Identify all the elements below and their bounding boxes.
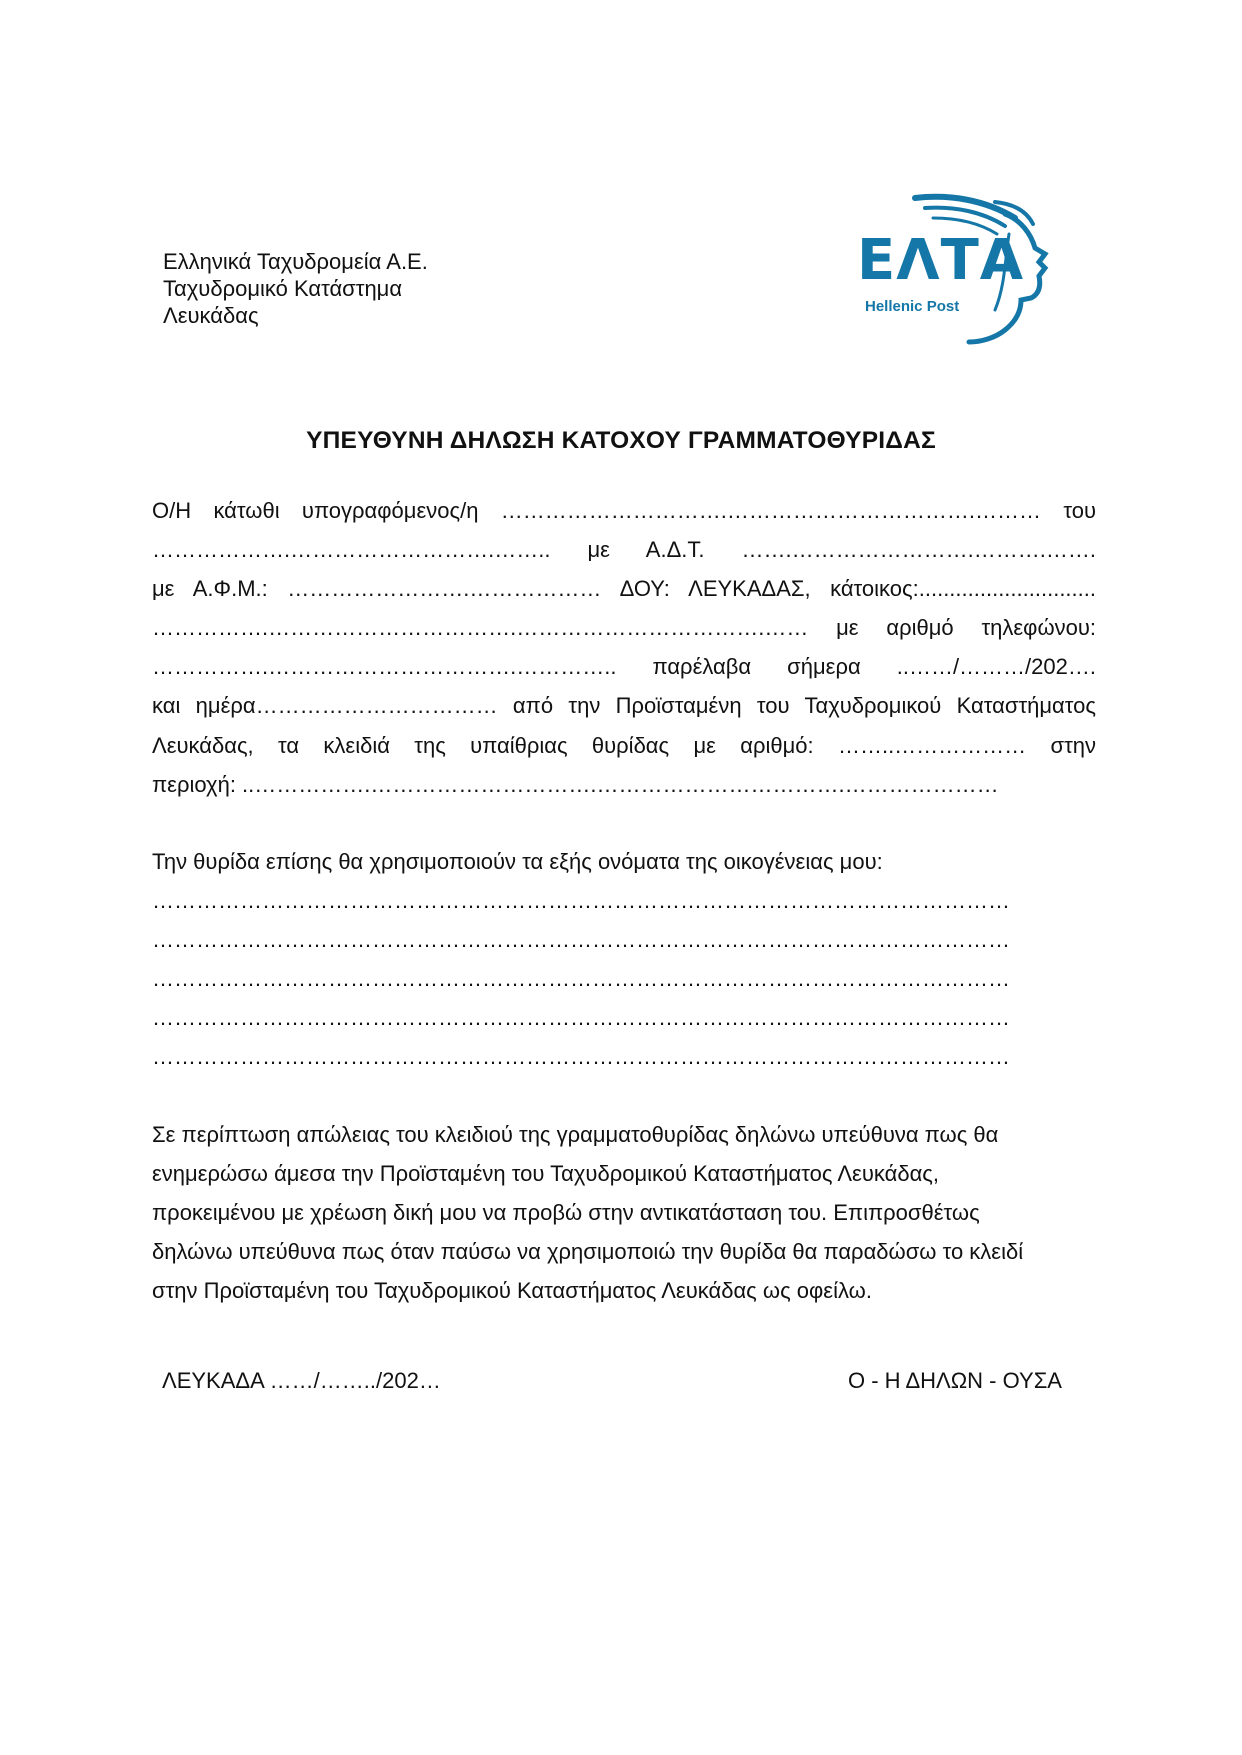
family-intro: Την θυρίδα επίσης θα χρησιμοποιούν τα εξής ονόματα της οικογένειας μου: [152, 849, 883, 874]
declaration-line: …………….…………………………….………….. παρέλαβα σήμερα ..……/………/202…. [152, 654, 1096, 679]
declaration-line: Λευκάδας, τα κλειδιά της υπαίθριας θυρίδας με αριθμό: ……..……………… στην [152, 733, 1096, 758]
logo-wordmark: ΕΛΤΑ [857, 228, 1025, 293]
logo-subtitle: Hellenic Post [865, 298, 960, 315]
clause-line: στην Προϊσταμένη του Ταχυδρομικού Καταστήματος Λευκάδας ως οφείλω. [152, 1278, 872, 1303]
family-blank-line: ……………………………………………………………………………………………………… [152, 1005, 1010, 1030]
declaration-line: περιοχή: ..…………….………………………….…………………………….………………… [152, 772, 999, 797]
sender-line-branch: Ταχυδρομικό Κατάστημα [163, 276, 403, 301]
clause-line: ενημερώσω άμεσα την Προϊσταμένη του Ταχυδρομικού Καταστήματος Λευκάδας, [152, 1161, 940, 1186]
sender-line-city: Λευκάδας [163, 303, 259, 328]
clause-line: Σε περίπτωση απώλειας του κλειδιού της γραμματοθυρίδας δηλώνω υπεύθυνα πως θα [152, 1122, 999, 1147]
declaration-line: και ημέρα…………………………… από την Προϊσταμένη του Ταχυδρομικού Καταστήματος [152, 693, 1096, 718]
sender-address [163, 248, 428, 329]
declaration-line: …………….…………………………….…………………………….…… με αριθμό τηλεφώνου: [152, 615, 1096, 640]
sender-line-company: Ελληνικά Ταχυδρομεία Α.Ε. [163, 249, 428, 274]
declaration-line: ……………….……………………….…….. με Α.Δ.Τ. …….…………………….……….……. [152, 537, 1096, 562]
family-blank-line: ……………………………………………………………………………………………………… [152, 927, 1010, 952]
place-date: ΛΕΥΚΑΔΑ ……/……../202… [162, 1368, 441, 1393]
document-title: ΥΠΕΥΘΥΝΗ ΔΗΛΩΣΗ ΚΑΤΟΧΟΥ ΓΡΑΜΜΑΤΟΘΥΡΙΔΑΣ [306, 427, 936, 454]
declaration-line: Ο/Η κάτωθι υπογραφόμενος/η ………………………….…………………………….……… του [152, 498, 1096, 523]
family-blank-line: ……………………………………………………………………………………………………… [152, 966, 1010, 991]
declaration-line: με Α.Φ.Μ.: …………………….……………… ΔΟΥ: ΛΕΥΚΑΔΑΣ, κάτοικος:............................. [152, 576, 1096, 601]
elta-logo [855, 190, 1085, 350]
clause-line: προκειμένου με χρέωση δική μου να προβώ στην αντικατάσταση του. Επιπροσθέτως [152, 1200, 980, 1225]
family-blank-line: ……………………………………………………………………………………………………… [152, 888, 1010, 913]
family-blank-line: ……………………………………………………………………………………………………… [152, 1044, 1010, 1069]
clause-line: δηλώνω υπεύθυνα πως όταν παύσω να χρησιμοποιώ την θυρίδα θα παραδώσω το κλειδί [152, 1239, 1024, 1264]
signature-label: Ο - Η ΔΗΛΩΝ - ΟΥΣΑ [848, 1368, 1062, 1393]
